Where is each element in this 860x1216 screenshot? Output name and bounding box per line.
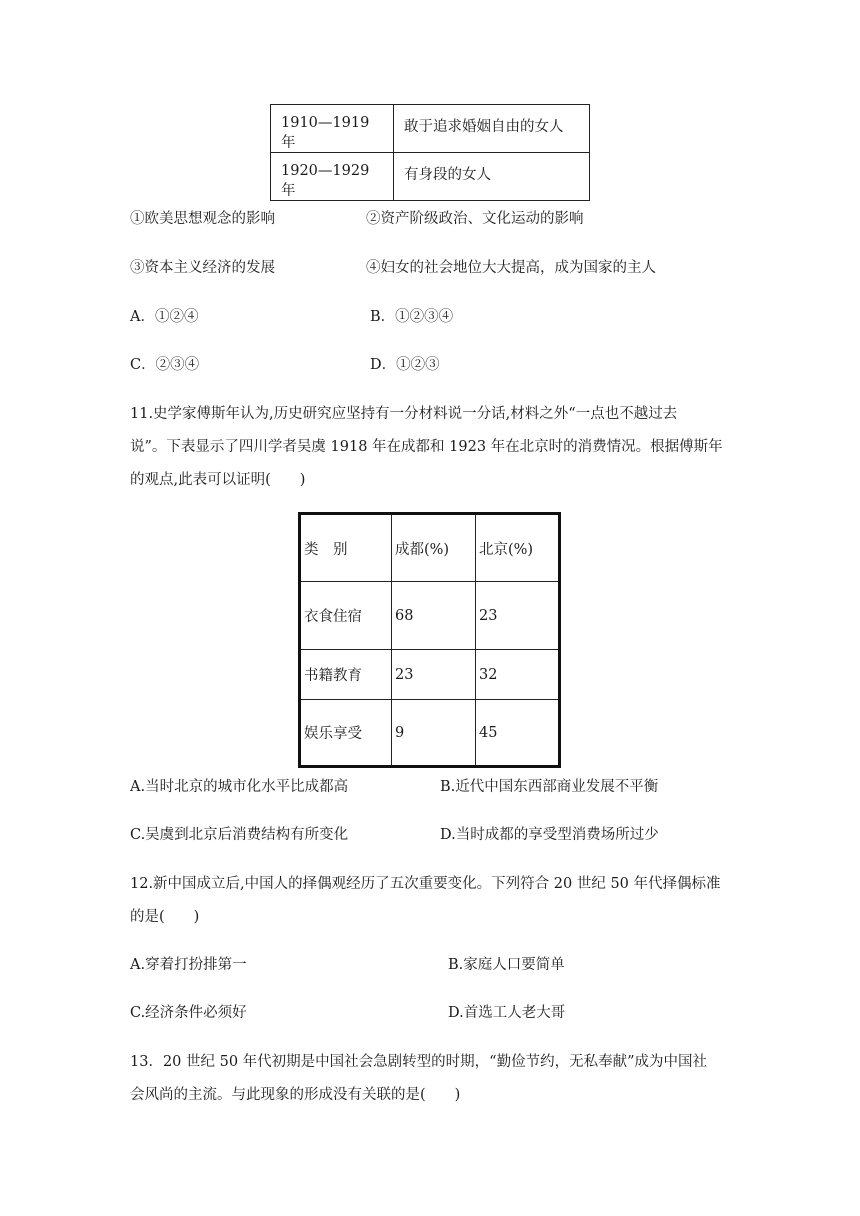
table-header-row: [300, 514, 560, 582]
option-a: A.穿着打扮排第一: [130, 957, 247, 973]
table-row: [271, 105, 590, 153]
statement-1: ①欧美思想观念的影响: [130, 211, 275, 227]
marriage-ideal-table: [270, 104, 590, 201]
description-cell: 敢于追求婚姻自由的女人: [394, 105, 590, 153]
table-row: [300, 582, 560, 650]
option-c: C.吴虞到北京后消费结构有所变化: [130, 827, 349, 843]
option-d: D．①②③: [370, 357, 440, 373]
beijing-cell: 23: [476, 582, 560, 650]
option-a: A.当时北京的城市化水平比成都高: [130, 779, 349, 795]
chengdu-cell: 23: [392, 650, 476, 700]
option-b: B.家庭人口要简单: [448, 957, 565, 973]
header-cell: 北京(%): [476, 514, 560, 582]
table-row: [271, 153, 590, 201]
option-c: C.经济条件必须好: [130, 1005, 247, 1021]
question-11-line: 11.史学家傅斯年认为,历史研究应坚持有一分材料说一分话,材料之外“一点也不越过去: [130, 406, 678, 422]
option-b: B.近代中国东西部商业发展不平衡: [440, 779, 659, 795]
question-13-line: 会风尚的主流。与此现象的形成没有关联的是( ): [130, 1087, 461, 1103]
question-12-line: 12.新中国成立后,中国人的择偶观经历了五次重要变化。下列符合 20 世纪 50 年代择偶标准: [130, 876, 721, 892]
beijing-cell: 45: [476, 700, 560, 767]
statement-3: ③资本主义经济的发展: [130, 260, 275, 276]
question-11-line: 的观点,此表可以证明( ): [130, 472, 306, 488]
statement-2: ②资产阶级政治、文化运动的影响: [366, 211, 584, 227]
category-cell: 衣食住宿: [300, 582, 392, 650]
question-11-line: 说”。下表显示了四川学者吴虞 1918 年在成都和 1923 年在北京时的消费情况。根据傅斯年: [130, 439, 723, 455]
option-a: A．①②④: [130, 309, 199, 325]
option-c: C．②③④: [130, 357, 200, 373]
category-cell: 书籍教育: [300, 650, 392, 700]
statement-4: ④妇女的社会地位大大提高，成为国家的主人: [366, 260, 656, 276]
description-cell: 有身段的女人: [394, 153, 590, 201]
question-13-line: 13．20 世纪 50 年代初期是中国社会急剧转型的时期，“勤俭节约，无私奉献”成为中国社: [130, 1054, 708, 1070]
option-d: D.首选工人老大哥: [448, 1005, 566, 1021]
option-d: D.当时成都的享受型消费场所过少: [440, 827, 659, 843]
chengdu-cell: 9: [392, 700, 476, 767]
table-row: [300, 650, 560, 700]
table-row: [300, 700, 560, 767]
beijing-cell: 32: [476, 650, 560, 700]
period-cell: 1920—1929 年: [271, 153, 394, 201]
option-b: B．①②③④: [370, 309, 454, 325]
chengdu-cell: 68: [392, 582, 476, 650]
period-cell: 1910—1919 年: [271, 105, 394, 153]
question-12-line: 的是( ): [130, 909, 200, 925]
consumption-table: [298, 512, 561, 768]
header-cell: 类 别: [300, 514, 392, 582]
category-cell: 娱乐享受: [300, 700, 392, 767]
header-cell: 成都(%): [392, 514, 476, 582]
